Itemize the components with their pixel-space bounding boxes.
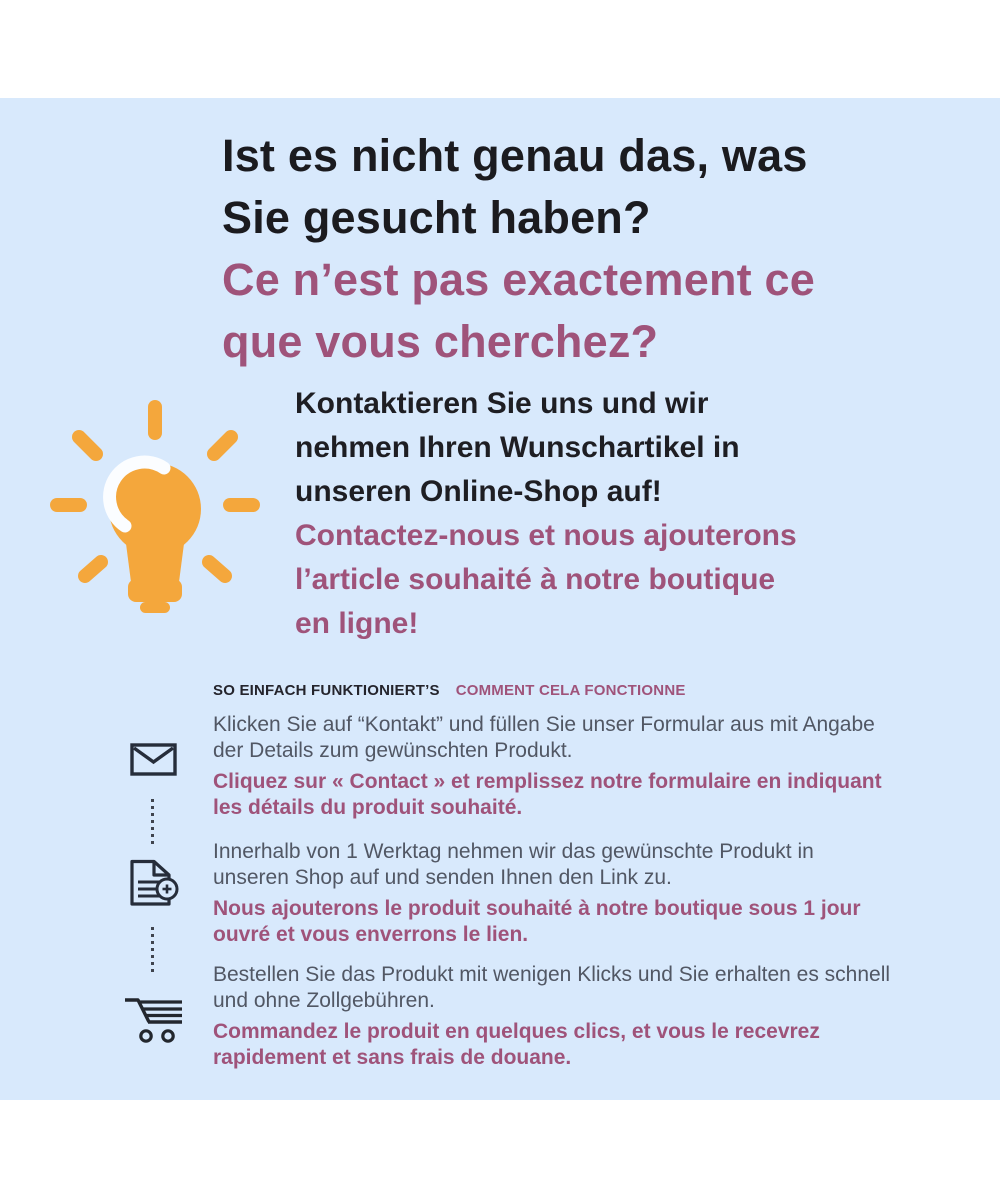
headline-french-line: que vous cherchez?	[222, 316, 659, 367]
dotted-connector	[151, 927, 154, 975]
step-text-line: unseren Shop auf und senden Ihnen den Link zu.	[213, 866, 672, 889]
step-add-product	[213, 839, 953, 948]
cart-icon	[122, 988, 184, 1048]
step-text-line: und ohne Zollgebühren.	[213, 989, 435, 1012]
step-order-text-french	[213, 1019, 953, 1071]
how-it-works-heading-french: COMMENT CELA FONCTIONNE	[455, 682, 686, 699]
dotted-connector	[151, 799, 154, 847]
step-text-line: der Details zum gewünschten Produkt.	[213, 739, 573, 762]
intro-french-line: en ligne!	[295, 607, 419, 640]
intro-german	[295, 382, 740, 514]
document-add-icon	[128, 859, 180, 912]
headline-german	[222, 125, 808, 249]
headline-german-line: Sie gesucht haben?	[222, 192, 651, 243]
intro-french-line: l’article souhaité à notre boutique	[295, 563, 776, 596]
step-text-line: Bestellen Sie das Produkt mit wenigen Klicks und Sie erhalten es schnell	[213, 963, 891, 986]
step-text-line: Klicken Sie auf “Kontakt” und füllen Sie unser Formular aus mit Angabe	[213, 713, 875, 736]
step-contact	[213, 712, 953, 821]
step-text-line: Cliquez sur « Contact » et remplissez notre formulaire en indiquant	[213, 770, 882, 793]
intro-french	[295, 514, 797, 646]
step-text-line: Innerhalb von 1 Werktag nehmen wir das gewünschte Produkt in	[213, 840, 814, 863]
intro-german-line: unseren Online-Shop auf!	[295, 475, 662, 508]
intro-german-line: Kontaktieren Sie uns und wir	[295, 387, 709, 420]
lightbulb-icon	[45, 396, 265, 623]
step-text-line: ouvré et vous enverrons le lien.	[213, 923, 529, 946]
headline-french	[222, 249, 815, 373]
step-order-text-german	[213, 962, 953, 1014]
headline-french-line: Ce n’est pas exactement ce	[222, 254, 815, 305]
step-contact-text-french	[213, 769, 953, 821]
how-it-works-heading	[213, 682, 686, 699]
headline-german-line: Ist es nicht genau das, was	[222, 130, 808, 181]
step-contact-text-german	[213, 712, 953, 764]
step-add-product-text-german	[213, 839, 953, 891]
step-order	[213, 962, 953, 1071]
intro-french-line: Contactez-nous et nous ajouterons	[295, 519, 797, 552]
step-text-line: Nous ajouterons le produit souhaité à notre boutique sous 1 jour	[213, 897, 861, 920]
envelope-icon	[130, 743, 177, 781]
step-text-line: rapidement et sans frais de douane.	[213, 1046, 572, 1069]
step-add-product-text-french	[213, 896, 953, 948]
step-text-line: Commandez le produit en quelques clics, et vous le recevrez	[213, 1020, 820, 1043]
intro-german-line: nehmen Ihren Wunschartikel in	[295, 431, 740, 464]
step-text-line: les détails du produit souhaité.	[213, 796, 523, 819]
how-it-works-heading-german: SO EINFACH FUNKTIONIERT’S	[213, 682, 440, 699]
